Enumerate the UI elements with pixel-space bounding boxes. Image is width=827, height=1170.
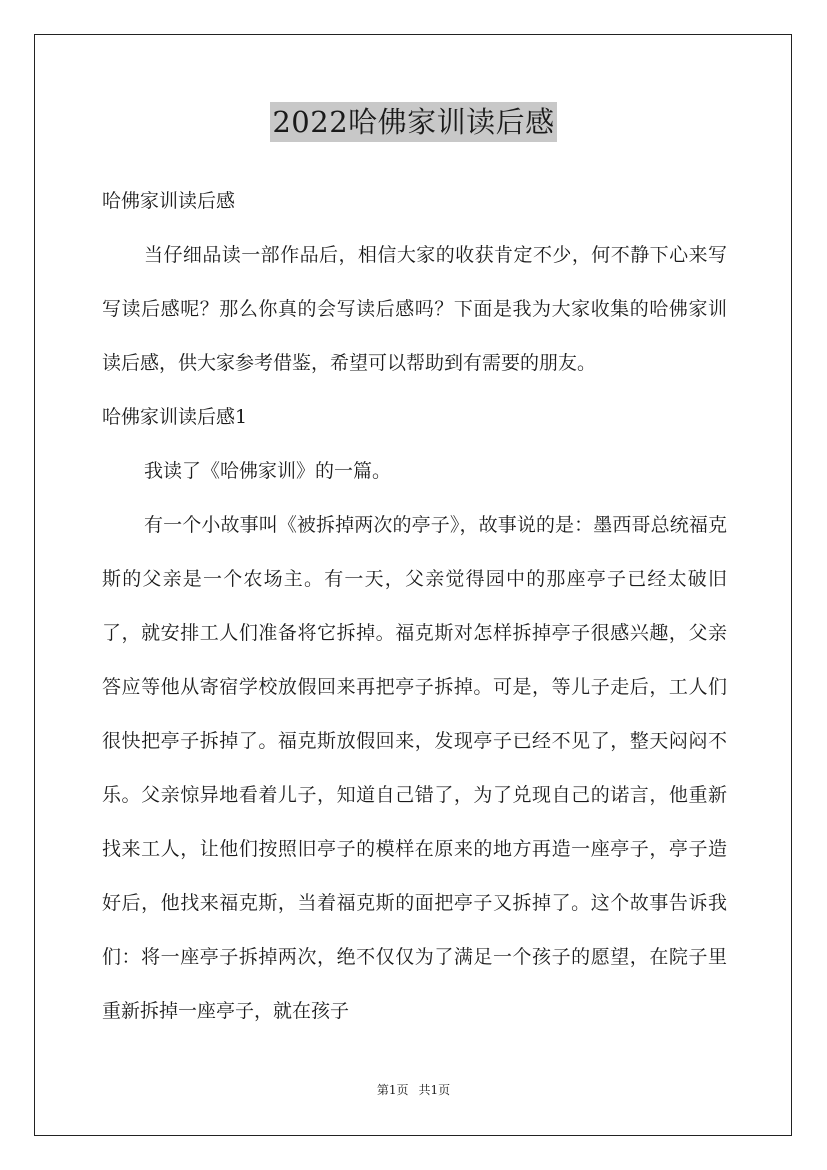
intro-paragraph: 当仔细品读一部作品后，相信大家的收获肯定不少，何不静下心来写写读后感呢？那么你真的会写读后感吗？下面是我为大家收集的哈佛家训读后感，供大家参考借鉴，希望可以帮助到有需要的朋友。 [102, 244, 727, 374]
page-footer [0, 1082, 827, 1098]
document-subtitle: 哈佛家训读后感 [102, 190, 236, 212]
title-container [0, 102, 827, 142]
page-number: 第1页 [376, 1083, 409, 1097]
body-paragraph-1: 我读了《哈佛家训》的一篇。 [144, 460, 392, 482]
page-total: 共1页 [418, 1083, 451, 1097]
document-title: 2022哈佛家训读后感 [270, 102, 556, 142]
document-body [102, 174, 727, 1038]
section-heading: 哈佛家训读后感1 [102, 406, 248, 428]
body-paragraph-2: 有一个小故事叫《被拆掉两次的亭子》，故事说的是：墨西哥总统福克斯的父亲是一个农场主。有一天，父亲觉得园中的那座亭子已经太破旧了，就安排工人们准备将它拆掉。福克斯对怎样拆掉亭子很感兴趣，父亲答应等他从寄宿学校放假回来再把亭子拆掉。可是，等儿子走后，工人们很快把亭子拆掉了。福克斯放假回来，发现亭子已经不见了，整天闷闷不乐。父亲惊异地看着儿子，知道自己错了，为了兑现自己的诺言，他重新找来工人，让他们按照旧亭子的模样在原来的地方再造一座亭子，亭子造好后，他找来福克斯，当着福克斯的面把亭子又拆掉了。这个故事告诉我们：将一座亭子拆掉两次，绝不仅仅为了满足一个孩子的愿望，在院子里重新拆掉一座亭子，就在孩子 [102, 514, 727, 1022]
